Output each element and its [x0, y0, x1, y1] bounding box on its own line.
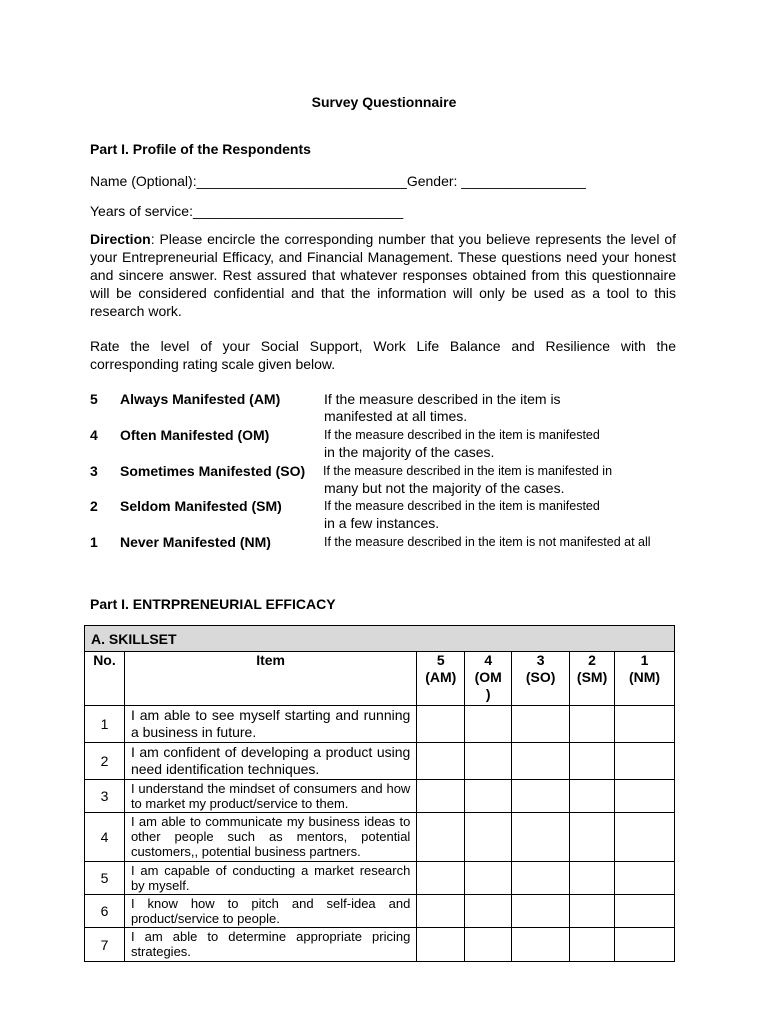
row-number: 3: [85, 780, 125, 813]
row-number: 6: [85, 895, 125, 928]
rating-cell-5[interactable]: [417, 706, 465, 743]
rating-cell-2[interactable]: [570, 928, 615, 962]
name-gender-line: Name (Optional):___________________________Gender: ________________: [90, 173, 586, 189]
rating-cell-4[interactable]: [465, 706, 512, 743]
row-number: 4: [85, 813, 125, 862]
row-item: I know how to pitch and self-idea and product/service to people.: [124, 895, 416, 928]
rating-cell-5[interactable]: [417, 895, 465, 928]
rating-cell-1[interactable]: [615, 895, 675, 928]
table-row: [85, 928, 675, 962]
rating-cell-2[interactable]: [570, 895, 615, 928]
rating-cell-5[interactable]: [417, 928, 465, 962]
scale-number: 3: [90, 463, 98, 479]
row-item: I am able to determine appropriate pricing strategies.: [124, 928, 416, 962]
rating-cell-2[interactable]: [570, 862, 615, 895]
rating-cell-5[interactable]: [417, 862, 465, 895]
row-item: I am able to see myself starting and running a business in future.: [124, 706, 416, 743]
scale-description-cont: manifested at all times.: [324, 408, 468, 424]
rating-cell-1[interactable]: [615, 813, 675, 862]
rating-cell-4[interactable]: [465, 780, 512, 813]
page-title: Survey Questionnaire: [311, 94, 457, 110]
rating-cell-3[interactable]: [512, 706, 570, 743]
row-number: 2: [85, 743, 125, 780]
rating-cell-4[interactable]: [465, 743, 512, 780]
scale-description-cont: in a few instances.: [324, 515, 440, 531]
rate-instruction: Rate the level of your Social Support, Work Life Balance and Resilience with the corresponding rating scale given below.: [90, 338, 676, 372]
rating-cell-2[interactable]: [570, 813, 615, 862]
rating-cell-3[interactable]: [512, 743, 570, 780]
direction-text: : Please encircle the corresponding number that you believe represents the level of your Entrepreneurial Efficacy, and Financial Management. These questions need your honest and sincere answer. Rest assured that whatever responses obtained from this questionnaire will be considered confidential and that the information will only be used as a tool to this research work.: [90, 231, 676, 319]
scale-label: Seldom Manifested (SM): [120, 498, 282, 514]
scale-description: If the measure described in the item is manifested: [324, 428, 600, 442]
rating-cell-4[interactable]: [465, 813, 512, 862]
rating-cell-1[interactable]: [615, 928, 675, 962]
scale-description-cont: many but not the majority of the cases.: [324, 480, 565, 496]
table-row: [85, 862, 675, 895]
rating-cell-3[interactable]: [512, 780, 570, 813]
scale-number: 2: [90, 498, 98, 514]
header-1-nm: 1 (NM): [615, 652, 675, 706]
table-row: [85, 895, 675, 928]
row-item: I understand the mindset of consumers and how to market my product/service to them.: [124, 780, 416, 813]
scale-number: 4: [90, 427, 98, 443]
direction-label: Direction: [90, 231, 151, 247]
scale-description: If the measure described in the item is manifested in: [323, 464, 613, 478]
row-item: I am able to communicate my business ideas to other people such as mentors, potential customers,, potential business partners.: [124, 813, 416, 862]
row-item: I am capable of conducting a market research by myself.: [124, 862, 416, 895]
row-number: 5: [85, 862, 125, 895]
header-item: Item: [124, 652, 416, 706]
years-of-service-line: Years of service:___________________________: [90, 203, 404, 219]
rating-cell-5[interactable]: [417, 813, 465, 862]
table-row: [85, 743, 675, 780]
scale-label: Never Manifested (NM): [120, 534, 271, 550]
skillset-table: [84, 625, 675, 962]
rating-cell-1[interactable]: [615, 862, 675, 895]
profile-heading: Part I. Profile of the Respondents: [90, 141, 311, 157]
table-row: [85, 780, 675, 813]
row-item: I am confident of developing a product using need identification techniques.: [124, 743, 416, 780]
scale-description: If the measure described in the item is manifested: [324, 499, 600, 513]
scale-label: Often Manifested (OM): [120, 427, 270, 443]
rating-cell-2[interactable]: [570, 743, 615, 780]
scale-description-cont: in the majority of the cases.: [324, 444, 495, 460]
header-3-so: 3 (SO): [512, 652, 570, 706]
header-4-om: 4 (OM ): [465, 652, 512, 706]
rating-cell-2[interactable]: [570, 706, 615, 743]
table-caption: A. SKILLSET: [85, 626, 675, 652]
scale-number: 5: [90, 391, 98, 407]
rating-cell-3[interactable]: [512, 928, 570, 962]
rating-cell-4[interactable]: [465, 895, 512, 928]
rating-cell-1[interactable]: [615, 780, 675, 813]
rating-cell-4[interactable]: [465, 928, 512, 962]
row-number: 7: [85, 928, 125, 962]
rating-cell-1[interactable]: [615, 743, 675, 780]
rating-cell-5[interactable]: [417, 780, 465, 813]
efficacy-heading: Part I. ENTRPRENEURIAL EFFICACY: [90, 596, 336, 612]
scale-description: If the measure described in the item is: [324, 391, 561, 407]
scale-label: Always Manifested (AM): [120, 391, 281, 407]
rating-cell-3[interactable]: [512, 813, 570, 862]
rating-cell-2[interactable]: [570, 780, 615, 813]
header-2-sm: 2 (SM): [570, 652, 615, 706]
rating-cell-4[interactable]: [465, 862, 512, 895]
rating-cell-1[interactable]: [615, 706, 675, 743]
header-no: No.: [85, 652, 125, 706]
direction-paragraph: [90, 230, 676, 320]
row-number: 1: [85, 706, 125, 743]
scale-number: 1: [90, 534, 98, 550]
table-header-row: [85, 652, 675, 706]
rating-cell-3[interactable]: [512, 862, 570, 895]
header-5-am: 5 (AM): [417, 652, 465, 706]
scale-description: If the measure described in the item is not manifested at all: [324, 535, 651, 549]
scale-label: Sometimes Manifested (SO): [120, 463, 306, 479]
table-row: [85, 813, 675, 862]
rating-cell-5[interactable]: [417, 743, 465, 780]
rating-cell-3[interactable]: [512, 895, 570, 928]
table-row: [85, 706, 675, 743]
